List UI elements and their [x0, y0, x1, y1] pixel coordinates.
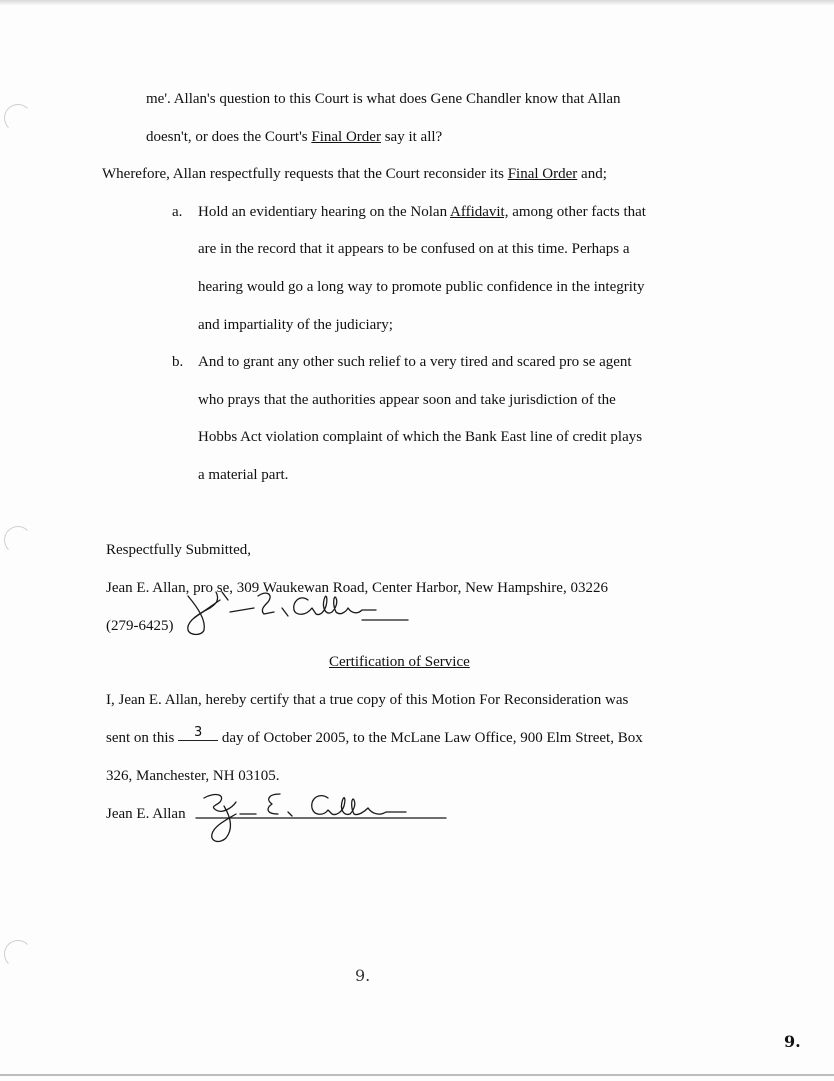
list-item-a-line: are in the record that it appears to be confused on at this time. Perhaps a [198, 241, 630, 257]
final-order-ref: Final Order [507, 166, 578, 182]
punch-hole-mark [4, 104, 32, 132]
final-order-ref: Final Order [311, 129, 381, 145]
certification-line: 326, Manchester, NH 03105. [106, 768, 280, 784]
punch-hole-mark [4, 940, 32, 968]
text-run: Wherefore, Allan respectfully requests that the Court reconsider its [102, 166, 508, 182]
list-marker: a. [172, 204, 183, 220]
list-item-b-line: who prays that the authorities appear soon and take jurisdiction of the [198, 392, 616, 408]
list-item-a [172, 203, 646, 221]
affidavit-ref: Affidavit, [450, 204, 509, 220]
list-item-a-line: and impartiality of the judiciary; [198, 317, 393, 333]
list-item-b-line: Hobbs Act violation complaint of which the Bank East line of credit plays [198, 429, 643, 445]
certification-line [106, 725, 643, 747]
list-item-b [172, 353, 632, 371]
body-line: me'. Allan's question to this Court is what does Gene Chandler know that Allan [146, 91, 621, 107]
wherefore-line [102, 165, 607, 183]
text-run: Hold an evidentiary hearing on the Nolan [198, 204, 451, 220]
handwritten-signature [196, 784, 456, 848]
list-item-b-line: a material part. [198, 467, 289, 483]
punch-hole-mark [4, 526, 32, 554]
scan-edge-bottom [0, 1074, 834, 1076]
corner-page-number: 9. [784, 1032, 801, 1051]
text-run: doesn't, or does the Court's [146, 129, 312, 145]
list-marker: b. [172, 354, 184, 370]
scan-edge-top [0, 0, 834, 6]
body-line [146, 128, 442, 146]
certification-heading: Certification of Service [329, 654, 470, 670]
text-run: And to grant any other such relief to a very tired and scared pro se agent [198, 354, 632, 370]
handwritten-day-blank: 3 [178, 726, 218, 741]
text-run: and; [577, 166, 607, 182]
text-run: day of October 2005, to the McLane Law Office, 900 Elm Street, Box [218, 730, 643, 746]
handwritten-signature [176, 578, 416, 638]
text-run: among other facts that [508, 204, 646, 220]
certification-line: I, Jean E. Allan, hereby certify that a true copy of this Motion For Reconsideration was [106, 692, 629, 708]
text-run: say it all? [380, 129, 443, 145]
respectfully-submitted: Respectfully Submitted, [106, 542, 251, 558]
signer-label: Jean E. Allan [106, 806, 186, 822]
signer-address: Jean E. Allan, pro se, 309 Waukewan Road, Center Harbor, New Hampshire, 03226 [106, 580, 608, 596]
handwritten-page-number: 9. [355, 966, 371, 985]
list-item-a-line: hearing would go a long way to promote public confidence in the integrity [198, 279, 645, 295]
signer-phone: (279-6425) [106, 618, 174, 634]
text-run: sent on this [106, 730, 179, 746]
